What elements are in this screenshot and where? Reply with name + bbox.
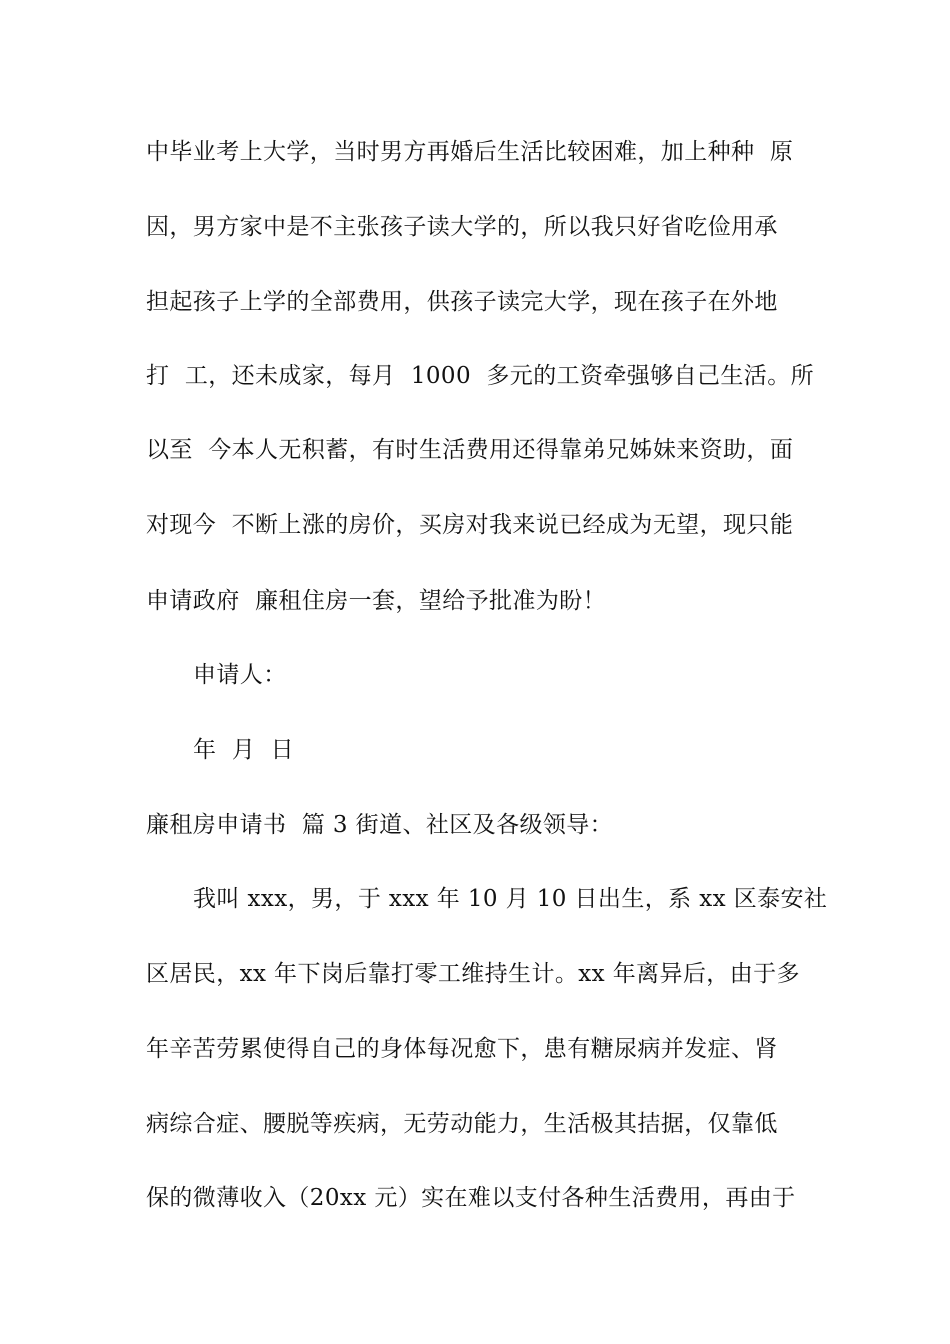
paragraph-line: 中毕业考上大学，当时男方再婚后生活比较困难，加上种种 原 — [146, 139, 794, 165]
paragraph-line: 保的微薄收入（20xx 元）实在难以支付各种生活费用，再由于 — [146, 1185, 796, 1211]
date-line: 年 月 日 — [193, 737, 295, 763]
paragraph-line: 担起孩子上学的全部费用，供孩子读完大学，现在孩子在外地 — [146, 289, 778, 315]
paragraph-line: 因，男方家中是不主张孩子读大学的，所以我只好省吃俭用承 — [146, 214, 778, 240]
paragraph-line: 我叫 xxx，男，于 xxx 年 10 月 10 日出生，系 xx 区泰安社 — [193, 886, 828, 912]
paragraph-line: 打 工，还未成家，每月 1000 多元的工资牵强够自己生活。所 — [146, 363, 814, 389]
applicant-label: 申请人： — [193, 662, 287, 688]
section-heading: 廉租房申请书 篇 3 街道、社区及各级领导： — [146, 812, 614, 838]
paragraph-line: 以至 今本人无积蓄，有时生活费用还得靠弟兄姊妹来资助，面 — [146, 437, 794, 463]
paragraph-line: 区居民，xx 年下岗后靠打零工维持生计。xx 年离异后，由于多 — [146, 961, 800, 987]
paragraph-line: 年辛苦劳累使得自己的身体每况愈下，患有糖尿病并发症、肾 — [146, 1036, 778, 1062]
paragraph-line: 申请政府 廉租住房一套，望给予批准为盼！ — [146, 588, 607, 614]
paragraph-line: 病综合症、腰脱等疾病，无劳动能力，生活极其拮据，仅靠低 — [146, 1111, 778, 1137]
paragraph-line: 对现今 不断上涨的房价，买房对我来说已经成为无望，现只能 — [146, 512, 794, 538]
